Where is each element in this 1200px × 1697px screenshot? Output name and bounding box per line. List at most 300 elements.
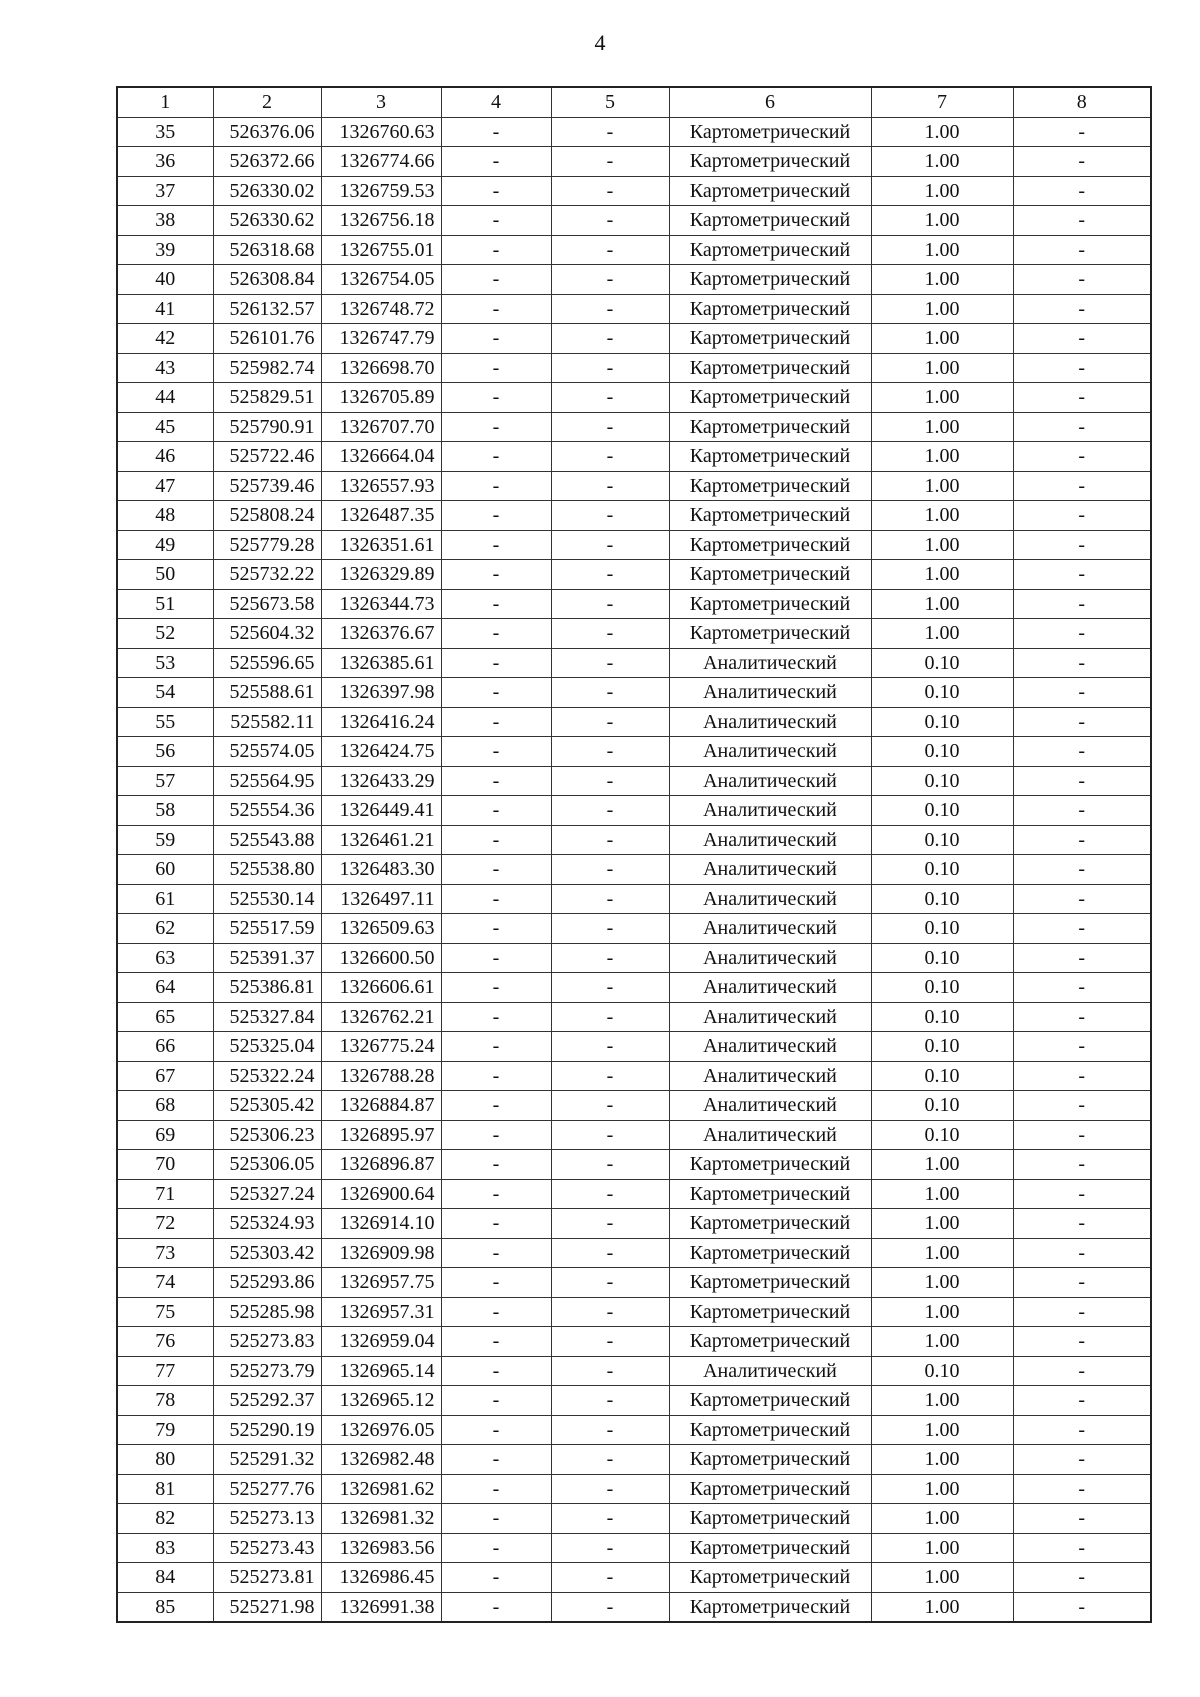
table-row — [117, 147, 1151, 177]
cell-point-number: 61 — [117, 884, 213, 914]
cell-coordinate-y-alt: - — [551, 530, 669, 560]
cell-coordinate-y: 1326981.32 — [321, 1504, 441, 1534]
cell-method: Картометрический — [669, 176, 871, 206]
cell-precision: 0.10 — [871, 825, 1013, 855]
cell-coordinate-x-alt: - — [441, 678, 551, 708]
cell-coordinate-y-alt: - — [551, 884, 669, 914]
cell-point-number: 52 — [117, 619, 213, 649]
cell-precision: 1.00 — [871, 1592, 1013, 1622]
cell-note: - — [1013, 1533, 1151, 1563]
cell-point-number: 48 — [117, 501, 213, 531]
cell-precision: 1.00 — [871, 501, 1013, 531]
table-row — [117, 383, 1151, 413]
cell-coordinate-y: 1326965.12 — [321, 1386, 441, 1416]
cell-precision: 1.00 — [871, 1327, 1013, 1357]
cell-precision: 1.00 — [871, 442, 1013, 472]
cell-point-number: 55 — [117, 707, 213, 737]
cell-coordinate-y: 1326600.50 — [321, 943, 441, 973]
cell-coordinate-y: 1326509.63 — [321, 914, 441, 944]
table-row — [117, 737, 1151, 767]
cell-coordinate-y: 1326497.11 — [321, 884, 441, 914]
table-row — [117, 265, 1151, 295]
cell-coordinate-y: 1326698.70 — [321, 353, 441, 383]
cell-point-number: 85 — [117, 1592, 213, 1622]
cell-coordinate-y: 1326487.35 — [321, 501, 441, 531]
column-header: 6 — [669, 87, 871, 117]
cell-coordinate-x-alt: - — [441, 1002, 551, 1032]
cell-coordinate-y-alt: - — [551, 973, 669, 1003]
cell-coordinate-y-alt: - — [551, 176, 669, 206]
cell-note: - — [1013, 412, 1151, 442]
cell-method: Картометрический — [669, 501, 871, 531]
table-row — [117, 678, 1151, 708]
cell-coordinate-x-alt: - — [441, 117, 551, 147]
cell-method: Картометрический — [669, 442, 871, 472]
cell-coordinate-y-alt: - — [551, 796, 669, 826]
cell-coordinate-x-alt: - — [441, 766, 551, 796]
cell-point-number: 50 — [117, 560, 213, 590]
cell-point-number: 59 — [117, 825, 213, 855]
cell-coordinate-y-alt: - — [551, 943, 669, 973]
cell-coordinate-y: 1326983.56 — [321, 1533, 441, 1563]
cell-coordinate-y-alt: - — [551, 589, 669, 619]
cell-coordinate-y-alt: - — [551, 707, 669, 737]
coordinates-table — [116, 86, 1152, 1623]
cell-point-number: 43 — [117, 353, 213, 383]
table-row — [117, 1120, 1151, 1150]
cell-coordinate-y-alt: - — [551, 206, 669, 236]
cell-coordinate-y-alt: - — [551, 117, 669, 147]
cell-coordinate-x-alt: - — [441, 1120, 551, 1150]
cell-coordinate-x-alt: - — [441, 1445, 551, 1475]
cell-method: Картометрический — [669, 1179, 871, 1209]
cell-precision: 1.00 — [871, 265, 1013, 295]
cell-coordinate-y: 1326775.24 — [321, 1032, 441, 1062]
cell-coordinate-x: 525327.24 — [213, 1179, 321, 1209]
cell-coordinate-y-alt: - — [551, 1032, 669, 1062]
cell-precision: 1.00 — [871, 1209, 1013, 1239]
cell-method: Картометрический — [669, 1415, 871, 1445]
cell-coordinate-x: 525596.65 — [213, 648, 321, 678]
cell-coordinate-x-alt: - — [441, 353, 551, 383]
cell-precision: 1.00 — [871, 383, 1013, 413]
cell-method: Аналитический — [669, 737, 871, 767]
cell-coordinate-y-alt: - — [551, 412, 669, 442]
cell-method: Картометрический — [669, 147, 871, 177]
cell-coordinate-x: 526132.57 — [213, 294, 321, 324]
cell-coordinate-y: 1326606.61 — [321, 973, 441, 1003]
table-row — [117, 648, 1151, 678]
cell-coordinate-x-alt: - — [441, 914, 551, 944]
cell-coordinate-y-alt: - — [551, 1179, 669, 1209]
cell-note: - — [1013, 147, 1151, 177]
cell-coordinate-x-alt: - — [441, 1592, 551, 1622]
cell-method: Картометрический — [669, 471, 871, 501]
cell-precision: 0.10 — [871, 943, 1013, 973]
cell-coordinate-y-alt: - — [551, 1091, 669, 1121]
cell-note: - — [1013, 796, 1151, 826]
table-row — [117, 1091, 1151, 1121]
table-row — [117, 1474, 1151, 1504]
column-header: 8 — [1013, 87, 1151, 117]
cell-precision: 1.00 — [871, 1533, 1013, 1563]
column-header: 7 — [871, 87, 1013, 117]
cell-precision: 0.10 — [871, 973, 1013, 1003]
cell-coordinate-y: 1326957.31 — [321, 1297, 441, 1327]
cell-precision: 1.00 — [871, 324, 1013, 354]
cell-coordinate-x-alt: - — [441, 560, 551, 590]
cell-coordinate-x: 525588.61 — [213, 678, 321, 708]
column-header: 2 — [213, 87, 321, 117]
cell-coordinate-x-alt: - — [441, 1061, 551, 1091]
cell-precision: 1.00 — [871, 1445, 1013, 1475]
cell-coordinate-x: 525293.86 — [213, 1268, 321, 1298]
cell-coordinate-x-alt: - — [441, 501, 551, 531]
cell-coordinate-y: 1326895.97 — [321, 1120, 441, 1150]
cell-precision: 0.10 — [871, 1356, 1013, 1386]
table-row — [117, 1445, 1151, 1475]
cell-coordinate-x-alt: - — [441, 1091, 551, 1121]
table-row — [117, 206, 1151, 236]
cell-coordinate-y: 1326557.93 — [321, 471, 441, 501]
cell-method: Картометрический — [669, 589, 871, 619]
cell-coordinate-x-alt: - — [441, 294, 551, 324]
cell-note: - — [1013, 884, 1151, 914]
cell-note: - — [1013, 1179, 1151, 1209]
cell-method: Картометрический — [669, 412, 871, 442]
cell-method: Картометрический — [669, 1268, 871, 1298]
cell-method: Аналитический — [669, 1356, 871, 1386]
cell-method: Аналитический — [669, 766, 871, 796]
cell-point-number: 49 — [117, 530, 213, 560]
table-row — [117, 973, 1151, 1003]
cell-precision: 0.10 — [871, 1032, 1013, 1062]
cell-coordinate-x: 525306.23 — [213, 1120, 321, 1150]
cell-note: - — [1013, 176, 1151, 206]
cell-precision: 0.10 — [871, 1091, 1013, 1121]
cell-coordinate-y: 1326754.05 — [321, 265, 441, 295]
cell-point-number: 44 — [117, 383, 213, 413]
table-row — [117, 1297, 1151, 1327]
cell-coordinate-x-alt: - — [441, 442, 551, 472]
cell-precision: 0.10 — [871, 737, 1013, 767]
cell-coordinate-x-alt: - — [441, 1238, 551, 1268]
cell-note: - — [1013, 353, 1151, 383]
cell-method: Аналитический — [669, 855, 871, 885]
cell-coordinate-y-alt: - — [551, 1238, 669, 1268]
cell-note: - — [1013, 324, 1151, 354]
column-header: 5 — [551, 87, 669, 117]
cell-method: Картометрический — [669, 619, 871, 649]
cell-coordinate-x: 525732.22 — [213, 560, 321, 590]
cell-coordinate-x: 525273.79 — [213, 1356, 321, 1386]
table-row — [117, 1002, 1151, 1032]
cell-coordinate-x-alt: - — [441, 1386, 551, 1416]
cell-point-number: 47 — [117, 471, 213, 501]
cell-method: Картометрический — [669, 560, 871, 590]
table-row — [117, 117, 1151, 147]
cell-point-number: 79 — [117, 1415, 213, 1445]
cell-point-number: 53 — [117, 648, 213, 678]
cell-coordinate-x-alt: - — [441, 648, 551, 678]
cell-method: Картометрический — [669, 1533, 871, 1563]
cell-note: - — [1013, 766, 1151, 796]
cell-coordinate-y: 1326707.70 — [321, 412, 441, 442]
cell-method: Картометрический — [669, 294, 871, 324]
cell-coordinate-y: 1326756.18 — [321, 206, 441, 236]
cell-point-number: 78 — [117, 1386, 213, 1416]
cell-coordinate-x: 525290.19 — [213, 1415, 321, 1445]
cell-coordinate-x: 525543.88 — [213, 825, 321, 855]
cell-method: Картометрический — [669, 324, 871, 354]
cell-method: Аналитический — [669, 796, 871, 826]
cell-point-number: 70 — [117, 1150, 213, 1180]
cell-point-number: 77 — [117, 1356, 213, 1386]
cell-coordinate-x: 525273.13 — [213, 1504, 321, 1534]
cell-note: - — [1013, 1091, 1151, 1121]
cell-coordinate-y-alt: - — [551, 471, 669, 501]
cell-coordinate-x: 526308.84 — [213, 265, 321, 295]
cell-precision: 1.00 — [871, 589, 1013, 619]
table-row — [117, 943, 1151, 973]
cell-coordinate-y: 1326760.63 — [321, 117, 441, 147]
cell-method: Аналитический — [669, 914, 871, 944]
cell-note: - — [1013, 1238, 1151, 1268]
cell-note: - — [1013, 1120, 1151, 1150]
table-row — [117, 1592, 1151, 1622]
cell-point-number: 72 — [117, 1209, 213, 1239]
cell-coordinate-x: 525273.83 — [213, 1327, 321, 1357]
cell-method: Аналитический — [669, 1120, 871, 1150]
cell-note: - — [1013, 206, 1151, 236]
cell-coordinate-y-alt: - — [551, 1415, 669, 1445]
cell-point-number: 54 — [117, 678, 213, 708]
cell-coordinate-x: 525829.51 — [213, 383, 321, 413]
cell-coordinate-y: 1326747.79 — [321, 324, 441, 354]
cell-point-number: 76 — [117, 1327, 213, 1357]
cell-coordinate-x-alt: - — [441, 265, 551, 295]
cell-coordinate-x: 525564.95 — [213, 766, 321, 796]
table-row — [117, 1061, 1151, 1091]
cell-coordinate-x-alt: - — [441, 206, 551, 236]
cell-precision: 1.00 — [871, 560, 1013, 590]
table-row — [117, 1504, 1151, 1534]
table-row — [117, 1563, 1151, 1593]
cell-coordinate-y: 1326483.30 — [321, 855, 441, 885]
cell-point-number: 51 — [117, 589, 213, 619]
cell-method: Аналитический — [669, 943, 871, 973]
cell-point-number: 38 — [117, 206, 213, 236]
cell-coordinate-x: 525582.11 — [213, 707, 321, 737]
cell-precision: 0.10 — [871, 1002, 1013, 1032]
cell-coordinate-x: 525292.37 — [213, 1386, 321, 1416]
table-row — [117, 1386, 1151, 1416]
cell-coordinate-y: 1326991.38 — [321, 1592, 441, 1622]
cell-coordinate-y: 1326449.41 — [321, 796, 441, 826]
cell-point-number: 67 — [117, 1061, 213, 1091]
table-row — [117, 1179, 1151, 1209]
cell-point-number: 41 — [117, 294, 213, 324]
cell-method: Аналитический — [669, 1032, 871, 1062]
cell-note: - — [1013, 1386, 1151, 1416]
cell-method: Картометрический — [669, 1327, 871, 1357]
cell-coordinate-x-alt: - — [441, 589, 551, 619]
table-row — [117, 501, 1151, 531]
cell-note: - — [1013, 1061, 1151, 1091]
cell-coordinate-x: 525303.42 — [213, 1238, 321, 1268]
cell-note: - — [1013, 825, 1151, 855]
cell-coordinate-y: 1326900.64 — [321, 1179, 441, 1209]
table-row — [117, 471, 1151, 501]
cell-note: - — [1013, 855, 1151, 885]
column-header: 1 — [117, 87, 213, 117]
cell-point-number: 46 — [117, 442, 213, 472]
cell-point-number: 75 — [117, 1297, 213, 1327]
cell-coordinate-y-alt: - — [551, 235, 669, 265]
cell-coordinate-x: 526376.06 — [213, 117, 321, 147]
cell-coordinate-y: 1326976.05 — [321, 1415, 441, 1445]
table-row — [117, 560, 1151, 590]
cell-coordinate-x: 525322.24 — [213, 1061, 321, 1091]
cell-point-number: 40 — [117, 265, 213, 295]
table-row — [117, 589, 1151, 619]
cell-coordinate-y: 1326351.61 — [321, 530, 441, 560]
cell-method: Аналитический — [669, 1002, 871, 1032]
cell-precision: 1.00 — [871, 1415, 1013, 1445]
cell-coordinate-x: 525273.43 — [213, 1533, 321, 1563]
cell-coordinate-x: 525277.76 — [213, 1474, 321, 1504]
cell-point-number: 83 — [117, 1533, 213, 1563]
cell-coordinate-y: 1326397.98 — [321, 678, 441, 708]
cell-coordinate-x-alt: - — [441, 176, 551, 206]
cell-method: Картометрический — [669, 265, 871, 295]
cell-note: - — [1013, 1356, 1151, 1386]
cell-precision: 1.00 — [871, 530, 1013, 560]
table-row — [117, 855, 1151, 885]
cell-point-number: 69 — [117, 1120, 213, 1150]
cell-method: Аналитический — [669, 1091, 871, 1121]
cell-precision: 1.00 — [871, 235, 1013, 265]
cell-coordinate-x-alt: - — [441, 1474, 551, 1504]
cell-coordinate-x: 525779.28 — [213, 530, 321, 560]
cell-point-number: 57 — [117, 766, 213, 796]
cell-note: - — [1013, 1297, 1151, 1327]
table-row — [117, 1415, 1151, 1445]
cell-method: Картометрический — [669, 117, 871, 147]
cell-coordinate-y-alt: - — [551, 324, 669, 354]
cell-coordinate-y: 1326959.04 — [321, 1327, 441, 1357]
cell-coordinate-x-alt: - — [441, 1415, 551, 1445]
cell-coordinate-x: 525285.98 — [213, 1297, 321, 1327]
cell-note: - — [1013, 294, 1151, 324]
cell-method: Картометрический — [669, 235, 871, 265]
cell-precision: 0.10 — [871, 855, 1013, 885]
cell-precision: 1.00 — [871, 1150, 1013, 1180]
cell-note: - — [1013, 737, 1151, 767]
cell-coordinate-y-alt: - — [551, 1592, 669, 1622]
cell-coordinate-y: 1326424.75 — [321, 737, 441, 767]
cell-coordinate-y: 1326705.89 — [321, 383, 441, 413]
cell-method: Картометрический — [669, 1297, 871, 1327]
cell-method: Аналитический — [669, 1061, 871, 1091]
cell-note: - — [1013, 117, 1151, 147]
cell-coordinate-y-alt: - — [551, 1120, 669, 1150]
cell-point-number: 74 — [117, 1268, 213, 1298]
table-row — [117, 530, 1151, 560]
cell-coordinate-x-alt: - — [441, 1268, 551, 1298]
cell-coordinate-y-alt: - — [551, 855, 669, 885]
table-row — [117, 914, 1151, 944]
cell-point-number: 45 — [117, 412, 213, 442]
cell-note: - — [1013, 914, 1151, 944]
cell-coordinate-x-alt: - — [441, 737, 551, 767]
cell-coordinate-x: 525808.24 — [213, 501, 321, 531]
table-row — [117, 1356, 1151, 1386]
cell-method: Картометрический — [669, 206, 871, 236]
cell-precision: 0.10 — [871, 648, 1013, 678]
cell-note: - — [1013, 471, 1151, 501]
cell-coordinate-x: 526330.62 — [213, 206, 321, 236]
cell-coordinate-y-alt: - — [551, 1209, 669, 1239]
cell-coordinate-y: 1326896.87 — [321, 1150, 441, 1180]
cell-precision: 1.00 — [871, 1563, 1013, 1593]
cell-method: Аналитический — [669, 973, 871, 1003]
cell-coordinate-y-alt: - — [551, 1327, 669, 1357]
cell-coordinate-x: 525306.05 — [213, 1150, 321, 1180]
cell-point-number: 82 — [117, 1504, 213, 1534]
cell-precision: 1.00 — [871, 1504, 1013, 1534]
cell-coordinate-y: 1326376.67 — [321, 619, 441, 649]
cell-coordinate-x: 526330.02 — [213, 176, 321, 206]
cell-note: - — [1013, 1032, 1151, 1062]
cell-coordinate-y-alt: - — [551, 825, 669, 855]
cell-coordinate-y-alt: - — [551, 1445, 669, 1475]
cell-coordinate-x-alt: - — [441, 1179, 551, 1209]
cell-coordinate-y: 1326982.48 — [321, 1445, 441, 1475]
cell-precision: 0.10 — [871, 678, 1013, 708]
cell-note: - — [1013, 973, 1151, 1003]
cell-precision: 1.00 — [871, 471, 1013, 501]
cell-note: - — [1013, 530, 1151, 560]
cell-point-number: 60 — [117, 855, 213, 885]
cell-coordinate-y-alt: - — [551, 147, 669, 177]
cell-point-number: 73 — [117, 1238, 213, 1268]
column-header: 3 — [321, 87, 441, 117]
cell-coordinate-x: 525391.37 — [213, 943, 321, 973]
cell-point-number: 71 — [117, 1179, 213, 1209]
cell-coordinate-x-alt: - — [441, 884, 551, 914]
cell-point-number: 65 — [117, 1002, 213, 1032]
cell-coordinate-y-alt: - — [551, 737, 669, 767]
cell-note: - — [1013, 1150, 1151, 1180]
cell-coordinate-x: 525538.80 — [213, 855, 321, 885]
cell-coordinate-y-alt: - — [551, 560, 669, 590]
cell-coordinate-x: 525530.14 — [213, 884, 321, 914]
cell-coordinate-x: 525271.98 — [213, 1592, 321, 1622]
cell-note: - — [1013, 1002, 1151, 1032]
cell-method: Аналитический — [669, 707, 871, 737]
cell-coordinate-x: 525324.93 — [213, 1209, 321, 1239]
cell-note: - — [1013, 619, 1151, 649]
cell-coordinate-x-alt: - — [441, 1150, 551, 1180]
cell-point-number: 80 — [117, 1445, 213, 1475]
cell-method: Картометрический — [669, 1592, 871, 1622]
cell-method: Картометрический — [669, 353, 871, 383]
cell-coordinate-x-alt: - — [441, 855, 551, 885]
cell-point-number: 42 — [117, 324, 213, 354]
cell-coordinate-x: 526101.76 — [213, 324, 321, 354]
cell-coordinate-y: 1326762.21 — [321, 1002, 441, 1032]
